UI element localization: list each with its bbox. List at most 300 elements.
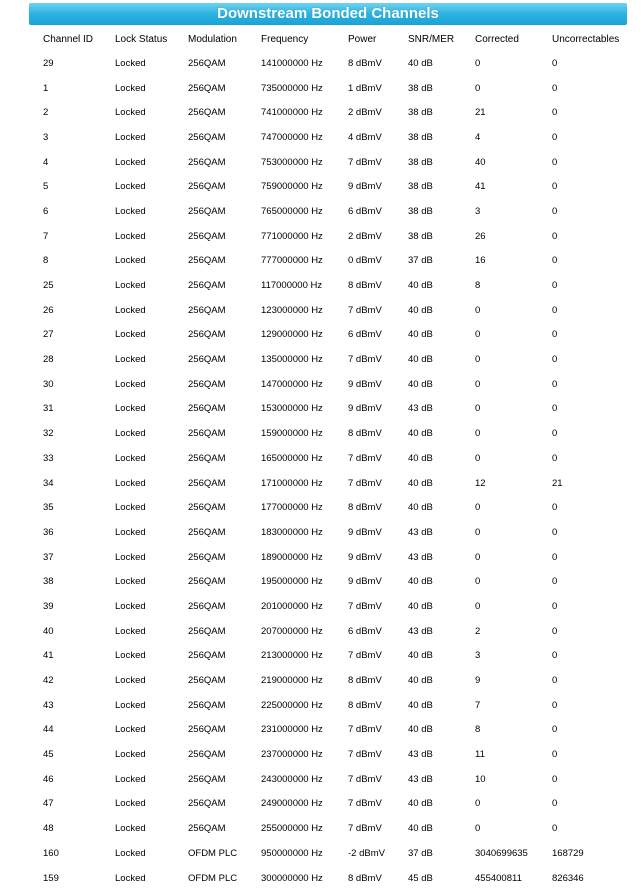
cell-uncorrectables: 0 [552,600,558,612]
cell-channel-id: 28 [43,354,54,366]
cell-lock-status: Locked [115,477,146,489]
cell-lock-status: Locked [115,872,146,884]
cell-corrected: 0 [475,452,481,464]
cell-modulation: 256QAM [188,724,226,736]
cell-modulation: 256QAM [188,329,226,341]
cell-power: 8 dBmV [348,675,382,687]
cell-lock-status: Locked [115,600,146,612]
table-row [36,594,636,619]
column-header-corrected: Corrected [475,33,519,45]
table-row [36,742,636,767]
cell-power: 8 dBmV [348,428,382,440]
cell-corrected: 3 [475,205,481,217]
cell-channel-id: 5 [43,181,49,193]
cell-corrected: 0 [475,428,481,440]
cell-uncorrectables: 0 [552,354,558,366]
cell-power: 2 dBmV [348,230,382,242]
cell-modulation: 256QAM [188,57,226,69]
cell-uncorrectables: 0 [552,107,558,119]
cell-snr-mer: 37 dB [408,255,433,267]
cell-snr-mer: 38 dB [408,156,433,168]
cell-lock-status: Locked [115,724,146,736]
cell-snr-mer: 40 dB [408,57,433,69]
cell-corrected: 4 [475,131,481,143]
cell-modulation: 256QAM [188,280,226,292]
cell-modulation: 256QAM [188,304,226,316]
cell-snr-mer: 40 dB [408,304,433,316]
cell-corrected: 3 [475,650,481,662]
cell-corrected: 3040699635 [475,847,528,859]
cell-uncorrectables: 0 [552,57,558,69]
cell-corrected: 21 [475,107,486,119]
cell-uncorrectables: 0 [552,82,558,94]
cell-snr-mer: 45 dB [408,872,433,884]
panel-title: Downstream Bonded Channels [29,3,627,25]
table-header-row [36,27,636,51]
cell-modulation: 256QAM [188,699,226,711]
cell-channel-id: 3 [43,131,49,143]
cell-modulation: 256QAM [188,428,226,440]
cell-modulation: 256QAM [188,181,226,193]
cell-modulation: 256QAM [188,625,226,637]
cell-corrected: 41 [475,181,486,193]
cell-corrected: 0 [475,798,481,810]
cell-power: 4 dBmV [348,131,382,143]
table-row [36,224,636,249]
cell-channel-id: 42 [43,675,54,687]
cell-uncorrectables: 0 [552,452,558,464]
cell-frequency: 195000000 Hz [261,576,323,588]
cell-power: 7 dBmV [348,823,382,835]
cell-channel-id: 32 [43,428,54,440]
cell-power: 7 dBmV [348,477,382,489]
cell-lock-status: Locked [115,131,146,143]
cell-frequency: 243000000 Hz [261,773,323,785]
table-row [36,51,636,76]
cell-uncorrectables: 0 [552,749,558,761]
cell-corrected: 0 [475,823,481,835]
cell-frequency: 171000000 Hz [261,477,323,489]
cell-channel-id: 46 [43,773,54,785]
cell-modulation: 256QAM [188,107,226,119]
cell-power: 7 dBmV [348,650,382,662]
cell-uncorrectables: 0 [552,428,558,440]
cell-lock-status: Locked [115,847,146,859]
cell-snr-mer: 37 dB [408,847,433,859]
cell-frequency: 771000000 Hz [261,230,323,242]
cell-snr-mer: 38 dB [408,82,433,94]
cell-snr-mer: 40 dB [408,378,433,390]
cell-channel-id: 2 [43,107,49,119]
cell-frequency: 747000000 Hz [261,131,323,143]
cell-corrected: 0 [475,526,481,538]
cell-lock-status: Locked [115,304,146,316]
cell-frequency: 777000000 Hz [261,255,323,267]
cell-frequency: 129000000 Hz [261,329,323,341]
table-row [36,866,636,891]
cell-frequency: 177000000 Hz [261,502,323,514]
cell-uncorrectables: 0 [552,625,558,637]
cell-corrected: 0 [475,354,481,366]
cell-snr-mer: 38 dB [408,107,433,119]
column-header-snr-mer: SNR/MER [408,33,455,45]
cell-power: 9 dBmV [348,551,382,563]
cell-snr-mer: 43 dB [408,749,433,761]
cell-power: 9 dBmV [348,378,382,390]
cell-lock-status: Locked [115,107,146,119]
cell-frequency: 165000000 Hz [261,452,323,464]
table-row [36,150,636,175]
table-row [36,644,636,669]
cell-channel-id: 33 [43,452,54,464]
table-row [36,199,636,224]
table-row [36,446,636,471]
cell-uncorrectables: 0 [552,329,558,341]
table-row [36,471,636,496]
cell-uncorrectables: 0 [552,205,558,217]
cell-uncorrectables: 0 [552,576,558,588]
cell-power: 8 dBmV [348,57,382,69]
cell-snr-mer: 43 dB [408,625,433,637]
cell-modulation: 256QAM [188,452,226,464]
table-row [36,495,636,520]
cell-lock-status: Locked [115,156,146,168]
cell-modulation: 256QAM [188,798,226,810]
cell-lock-status: Locked [115,650,146,662]
cell-uncorrectables: 0 [552,551,558,563]
cell-modulation: 256QAM [188,403,226,415]
cell-channel-id: 47 [43,798,54,810]
cell-uncorrectables: 0 [552,699,558,711]
column-header-uncorrectables: Uncorrectables [552,33,620,45]
table-row [36,718,636,743]
cell-frequency: 735000000 Hz [261,82,323,94]
cell-channel-id: 35 [43,502,54,514]
cell-modulation: 256QAM [188,131,226,143]
cell-frequency: 117000000 Hz [261,280,323,292]
cell-frequency: 249000000 Hz [261,798,323,810]
cell-corrected: 0 [475,82,481,94]
cell-lock-status: Locked [115,823,146,835]
cell-snr-mer: 40 dB [408,428,433,440]
cell-uncorrectables: 0 [552,773,558,785]
cell-uncorrectables: 21 [552,477,563,489]
cell-frequency: 219000000 Hz [261,675,323,687]
cell-uncorrectables: 0 [552,724,558,736]
cell-uncorrectables: 0 [552,156,558,168]
cell-snr-mer: 43 dB [408,773,433,785]
table-row [36,174,636,199]
cell-power: 8 dBmV [348,699,382,711]
column-header-channel-id: Channel ID [43,33,94,45]
cell-modulation: 256QAM [188,526,226,538]
cell-uncorrectables: 0 [552,526,558,538]
cell-uncorrectables: 0 [552,230,558,242]
cell-uncorrectables: 168729 [552,847,584,859]
cell-corrected: 40 [475,156,486,168]
cell-snr-mer: 38 dB [408,181,433,193]
cell-frequency: 207000000 Hz [261,625,323,637]
cell-corrected: 2 [475,625,481,637]
table-row [36,421,636,446]
cell-snr-mer: 40 dB [408,576,433,588]
cell-lock-status: Locked [115,255,146,267]
cell-power: 7 dBmV [348,600,382,612]
cell-frequency: 189000000 Hz [261,551,323,563]
cell-corrected: 11 [475,749,485,761]
cell-uncorrectables: 0 [552,255,558,267]
cell-power: 1 dBmV [348,82,382,94]
cell-corrected: 8 [475,280,481,292]
cell-snr-mer: 43 dB [408,403,433,415]
cell-frequency: 213000000 Hz [261,650,323,662]
cell-power: 6 dBmV [348,625,382,637]
cell-channel-id: 26 [43,304,54,316]
cell-modulation: 256QAM [188,378,226,390]
cell-channel-id: 160 [43,847,59,859]
cell-lock-status: Locked [115,576,146,588]
cell-modulation: OFDM PLC [188,872,238,884]
column-header-power: Power [348,33,377,45]
cell-modulation: 256QAM [188,255,226,267]
cell-snr-mer: 40 dB [408,354,433,366]
cell-snr-mer: 40 dB [408,724,433,736]
cell-corrected: 26 [475,230,486,242]
cell-snr-mer: 40 dB [408,452,433,464]
cell-uncorrectables: 0 [552,650,558,662]
cell-lock-status: Locked [115,502,146,514]
cell-snr-mer: 38 dB [408,205,433,217]
cell-frequency: 741000000 Hz [261,107,323,119]
cell-channel-id: 25 [43,280,54,292]
cell-corrected: 9 [475,675,481,687]
cell-corrected: 0 [475,57,481,69]
table-row [36,545,636,570]
cell-uncorrectables: 0 [552,798,558,810]
cell-frequency: 300000000 Hz [261,872,323,884]
cell-modulation: 256QAM [188,773,226,785]
cell-power: 6 dBmV [348,205,382,217]
table-row [36,273,636,298]
column-header-modulation: Modulation [188,33,237,45]
cell-snr-mer: 40 dB [408,502,433,514]
cell-frequency: 753000000 Hz [261,156,323,168]
cell-corrected: 8 [475,724,481,736]
cell-channel-id: 40 [43,625,54,637]
table-row [36,693,636,718]
cell-channel-id: 37 [43,551,54,563]
cell-snr-mer: 40 dB [408,823,433,835]
cell-lock-status: Locked [115,378,146,390]
cell-uncorrectables: 0 [552,403,558,415]
cell-frequency: 135000000 Hz [261,354,323,366]
cell-frequency: 237000000 Hz [261,749,323,761]
table-row [36,767,636,792]
cell-power: 7 dBmV [348,724,382,736]
cell-channel-id: 39 [43,600,54,612]
cell-modulation: 256QAM [188,749,226,761]
cell-power: 7 dBmV [348,304,382,316]
cell-channel-id: 43 [43,699,54,711]
cell-frequency: 759000000 Hz [261,181,323,193]
cell-corrected: 0 [475,403,481,415]
cell-power: 8 dBmV [348,502,382,514]
cell-channel-id: 7 [43,230,49,242]
cell-channel-id: 27 [43,329,54,341]
cell-modulation: 256QAM [188,675,226,687]
cell-modulation: 256QAM [188,823,226,835]
table-row [36,76,636,101]
cell-corrected: 0 [475,502,481,514]
cell-uncorrectables: 0 [552,675,558,687]
cell-channel-id: 45 [43,749,54,761]
cell-corrected: 10 [475,773,486,785]
cell-lock-status: Locked [115,526,146,538]
cell-modulation: OFDM PLC [188,847,238,859]
cell-snr-mer: 40 dB [408,329,433,341]
cell-corrected: 16 [475,255,486,267]
cell-snr-mer: 38 dB [408,131,433,143]
cell-frequency: 141000000 Hz [261,57,323,69]
cell-power: 7 dBmV [348,749,382,761]
cell-uncorrectables: 0 [552,280,558,292]
table-row [36,619,636,644]
cell-channel-id: 34 [43,477,54,489]
cell-uncorrectables: 0 [552,304,558,316]
table-row [36,668,636,693]
cell-lock-status: Locked [115,452,146,464]
cell-modulation: 256QAM [188,576,226,588]
cell-modulation: 256QAM [188,600,226,612]
cell-corrected: 0 [475,378,481,390]
cell-power: 8 dBmV [348,872,382,884]
cell-modulation: 256QAM [188,477,226,489]
cell-uncorrectables: 0 [552,823,558,835]
cell-power: 7 dBmV [348,773,382,785]
cell-modulation: 256QAM [188,551,226,563]
cell-power: 9 dBmV [348,526,382,538]
cell-channel-id: 4 [43,156,49,168]
table-body [36,51,636,890]
table-row [36,249,636,274]
cell-lock-status: Locked [115,749,146,761]
cell-modulation: 256QAM [188,156,226,168]
cell-lock-status: Locked [115,773,146,785]
cell-corrected: 7 [475,699,481,711]
cell-lock-status: Locked [115,82,146,94]
cell-frequency: 765000000 Hz [261,205,323,217]
cell-lock-status: Locked [115,280,146,292]
table-header [36,27,636,51]
cell-lock-status: Locked [115,625,146,637]
cell-channel-id: 38 [43,576,54,588]
cell-frequency: 183000000 Hz [261,526,323,538]
table-row [36,397,636,422]
cell-channel-id: 36 [43,526,54,538]
cell-power: 7 dBmV [348,798,382,810]
cell-power: 8 dBmV [348,280,382,292]
cell-frequency: 147000000 Hz [261,378,323,390]
cell-frequency: 225000000 Hz [261,699,323,711]
cell-corrected: 0 [475,576,481,588]
cell-power: 9 dBmV [348,403,382,415]
cell-snr-mer: 40 dB [408,699,433,711]
table-row [36,372,636,397]
cell-modulation: 256QAM [188,354,226,366]
cell-lock-status: Locked [115,403,146,415]
cell-corrected: 0 [475,329,481,341]
cell-snr-mer: 40 dB [408,477,433,489]
cell-frequency: 255000000 Hz [261,823,323,835]
cell-snr-mer: 43 dB [408,526,433,538]
cell-channel-id: 41 [43,650,54,662]
cell-modulation: 256QAM [188,650,226,662]
cell-snr-mer: 43 dB [408,551,433,563]
cell-snr-mer: 38 dB [408,230,433,242]
cell-lock-status: Locked [115,205,146,217]
cell-lock-status: Locked [115,329,146,341]
cell-lock-status: Locked [115,675,146,687]
cell-snr-mer: 40 dB [408,675,433,687]
cell-channel-id: 159 [43,872,59,884]
cell-corrected: 0 [475,304,481,316]
cell-channel-id: 1 [43,82,49,94]
downstream-channels-table [36,27,636,890]
cell-lock-status: Locked [115,551,146,563]
cell-snr-mer: 40 dB [408,280,433,292]
cell-corrected: 12 [475,477,486,489]
cell-channel-id: 44 [43,724,54,736]
cell-frequency: 231000000 Hz [261,724,323,736]
cell-power: 2 dBmV [348,107,382,119]
cell-corrected: 455400811 [475,872,522,884]
cell-power: 9 dBmV [348,576,382,588]
cell-power: 7 dBmV [348,156,382,168]
cell-uncorrectables: 0 [552,181,558,193]
cell-power: 7 dBmV [348,354,382,366]
cell-modulation: 256QAM [188,205,226,217]
cell-channel-id: 6 [43,205,49,217]
table-row [36,792,636,817]
column-header-frequency: Frequency [261,33,309,45]
cell-power: 9 dBmV [348,181,382,193]
cell-snr-mer: 40 dB [408,798,433,810]
cell-frequency: 159000000 Hz [261,428,323,440]
table-row [36,298,636,323]
cell-channel-id: 30 [43,378,54,390]
cell-uncorrectables: 826346 [552,872,584,884]
table-row [36,841,636,866]
table-row [36,816,636,841]
cell-lock-status: Locked [115,699,146,711]
cell-channel-id: 31 [43,403,54,415]
cell-lock-status: Locked [115,230,146,242]
cell-lock-status: Locked [115,57,146,69]
cell-uncorrectables: 0 [552,502,558,514]
cell-power: 0 dBmV [348,255,382,267]
cell-lock-status: Locked [115,354,146,366]
cell-frequency: 123000000 Hz [261,304,323,316]
cell-frequency: 201000000 Hz [261,600,323,612]
cell-modulation: 256QAM [188,502,226,514]
cell-channel-id: 29 [43,57,54,69]
cell-modulation: 256QAM [188,82,226,94]
cell-frequency: 153000000 Hz [261,403,323,415]
table-row [36,323,636,348]
cell-lock-status: Locked [115,181,146,193]
cell-channel-id: 48 [43,823,54,835]
cell-frequency: 950000000 Hz [261,847,323,859]
